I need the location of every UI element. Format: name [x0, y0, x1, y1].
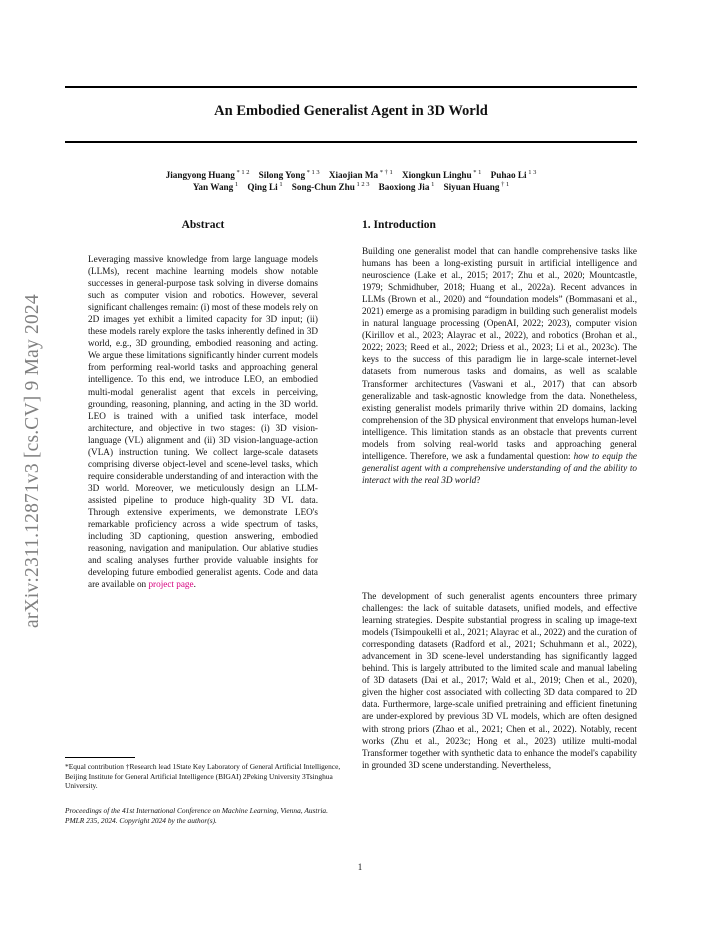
- author-name: Siyuan Huang: [443, 182, 500, 193]
- arxiv-stamp: arXiv:2311.12871v3 [cs.CV] 9 May 2024: [22, 294, 43, 628]
- author-affiliation-marks: 1 3: [526, 169, 537, 176]
- author-name: Song-Chun Zhu: [291, 182, 355, 193]
- author-name: Xiaojian Ma: [328, 170, 379, 181]
- footnote-rule: [65, 757, 135, 758]
- author-affiliation-marks: * 1: [471, 169, 482, 176]
- abstract-end: .: [193, 579, 196, 590]
- author-line-2: [65, 179, 637, 193]
- author-affiliation-marks: 1: [429, 181, 435, 188]
- intro-paragraph-1: [362, 245, 637, 486]
- author-affiliation-marks: 1 2 3: [354, 181, 370, 188]
- author-name: Puhao Li: [490, 170, 527, 181]
- author-name: Baoxiong Jia: [378, 182, 430, 193]
- intro-question-mark: ?: [476, 474, 481, 485]
- page-number: 1: [357, 862, 363, 872]
- title-bottom-rule: [65, 141, 637, 143]
- author-affiliation-marks: * 1 3: [305, 169, 320, 176]
- author-name: Yan Wang: [192, 182, 234, 193]
- abstract-text: Leveraging massive knowledge from large language models (LLMs), recent machine learning models show notable successes in general-purpose task solving in diverse domains such as computer vision and robotics. However, several significant challenges remain: (i) most of these models rely on 2D images yet exhibit a limited capacity for 3D input; (ii) these models rarely explore the tasks inherently defined in 3D world, e.g., 3D grounding, embodied reasoning and acting. We argue these limitations significantly hinder current models from performing real-world tasks and approaching general intelligence. To this end, we introduce LEO, an embodied multi-modal generalist agent that excels in perceiving, grounding, reasoning, planning, and acting in the 3D world. LEO is trained with a unified task interface, model architecture, and objective in two stages: (i) 3D vision-language (VL) alignment and (ii) 3D vision-language-action (VLA) instruction tuning. We collect large-scale datasets comprising diverse object-level and scene-level tasks, which require considerable understanding of and interaction with the 3D world. Moreover, we meticulously design an LLM-assisted pipeline to produce high-quality 3D VL data. Through extensive experiments, we demonstrate LEO's remarkable proficiency across a wide spectrum of tasks, including 3D captioning, question answering, embodied reasoning, navigation and manipulation. Our ablative studies and scaling analyses further provide valuable insights for developing future embodied generalist agents. Code and data are available on: [88, 254, 318, 590]
- intro-question: how to equip the generalist agent with a comprehensive understanding of and the ability to interact with the real 3D world: [362, 450, 637, 485]
- author-affiliation-marks: † 1: [499, 181, 510, 188]
- footnote-proceedings: Proceedings of the 41st International Conference on Machine Learning, Vienna, Austria. PMLR 235, 2024. Copyright 2024 by the author(s).: [65, 806, 328, 825]
- intro-paragraph-2: The development of such generalist agents encounters three primary challenges: the lack of suitable datasets, unified models, and effective learning strategies. Despite substantial progress in scaling up image-text models (Tsimpoukelli et al., 2021; Alayrac et al., 2022) and the curation of corresponding datasets (Radford et al., 2021; Schuhmann et al., 2022), advancement in 3D scene-level understanding has significantly lagged behind. This is largely attributed to the limited scale and manual labeling of 3D datasets (Dai et al., 2017; Wald et al., 2019; Chen et al., 2020), given the higher cost associated with collecting 3D data compared to 2D data. Furthermore, large-scale unified pretraining and efficient finetuning are under-explored by previous 3D VL models, which are often designed with strong priors (Zhao et al., 2021; Chen et al., 2022). Notably, recent works (Zhu et al., 2023c; Hong et al., 2023) utilize multi-modal Transformer together with synthetic data to enhance the model's capability in grounded 3D scene understanding. Nevertheless,: [362, 591, 637, 770]
- intro-p1-text: Building one generalist model that can handle comprehensive tasks like humans has been a long-existing pursuit in artificial intelligence and neuroscience (Lake et al., 2015; 2017; Zhu et al., 2020; Mountcastle, 1979; Schmidhuber, 2018; Huang et al., 2022a). Recent advances in LLMs (Brown et al., 2020) and “foundation models” (Bommasani et al., 2021) emerge as a promising paradigm in building such generalist models in natural language processing (OpenAI, 2022; 2023), computer vision (Kirillov et al., 2023; Alayrac et al., 2022), and robotics (Brohan et al., 2022; 2023; Reed et al., 2022; Driess et al., 2023; Li et al., 2023c). The keys to the success of this paradigm lie in large-scale internet-level datasets from numerous tasks and domains, as well as scalable Transformer architectures (Vaswani et al., 2017) that can absorb generalizable and task-agnostic knowledge from the data. Nonetheless, existing generalist models primarily thrive within 2D domains, lacking comprehension of the 3D physical environment that envelops human-level intelligence. This limitation stands as an obstacle that prevents current models from solving real-world tasks and approaching general intelligence. Therefore, we ask a fundamental question:: [362, 246, 637, 461]
- author-name: Silong Yong: [258, 170, 306, 181]
- abstract-body: [88, 253, 318, 590]
- footnote-affiliations: *Equal contribution †Research lead 1State Key Laboratory of General Artificial Intelligence, Beijing Institute for General Artificial Intelligence (BIGAI) 2Peking University 3Tsinghua University.: [65, 762, 341, 791]
- author-name: Jiangyong Huang: [165, 170, 235, 181]
- author-name: Qing Li: [247, 182, 278, 193]
- introduction-heading: 1. Introduction: [362, 219, 436, 231]
- author-affiliation-marks: 1: [233, 181, 239, 188]
- author-affiliation-marks: * † 1: [378, 169, 393, 176]
- paper-title: An Embodied Generalist Agent in 3D World: [214, 103, 488, 119]
- author-affiliation-marks: 1: [277, 181, 283, 188]
- author-name: Xiongkun Linghu: [401, 170, 472, 181]
- project-page-link[interactable]: project page: [148, 579, 194, 590]
- author-affiliation-marks: * 1 2: [234, 169, 250, 176]
- top-rule: [65, 86, 637, 88]
- abstract-heading: Abstract: [181, 219, 225, 231]
